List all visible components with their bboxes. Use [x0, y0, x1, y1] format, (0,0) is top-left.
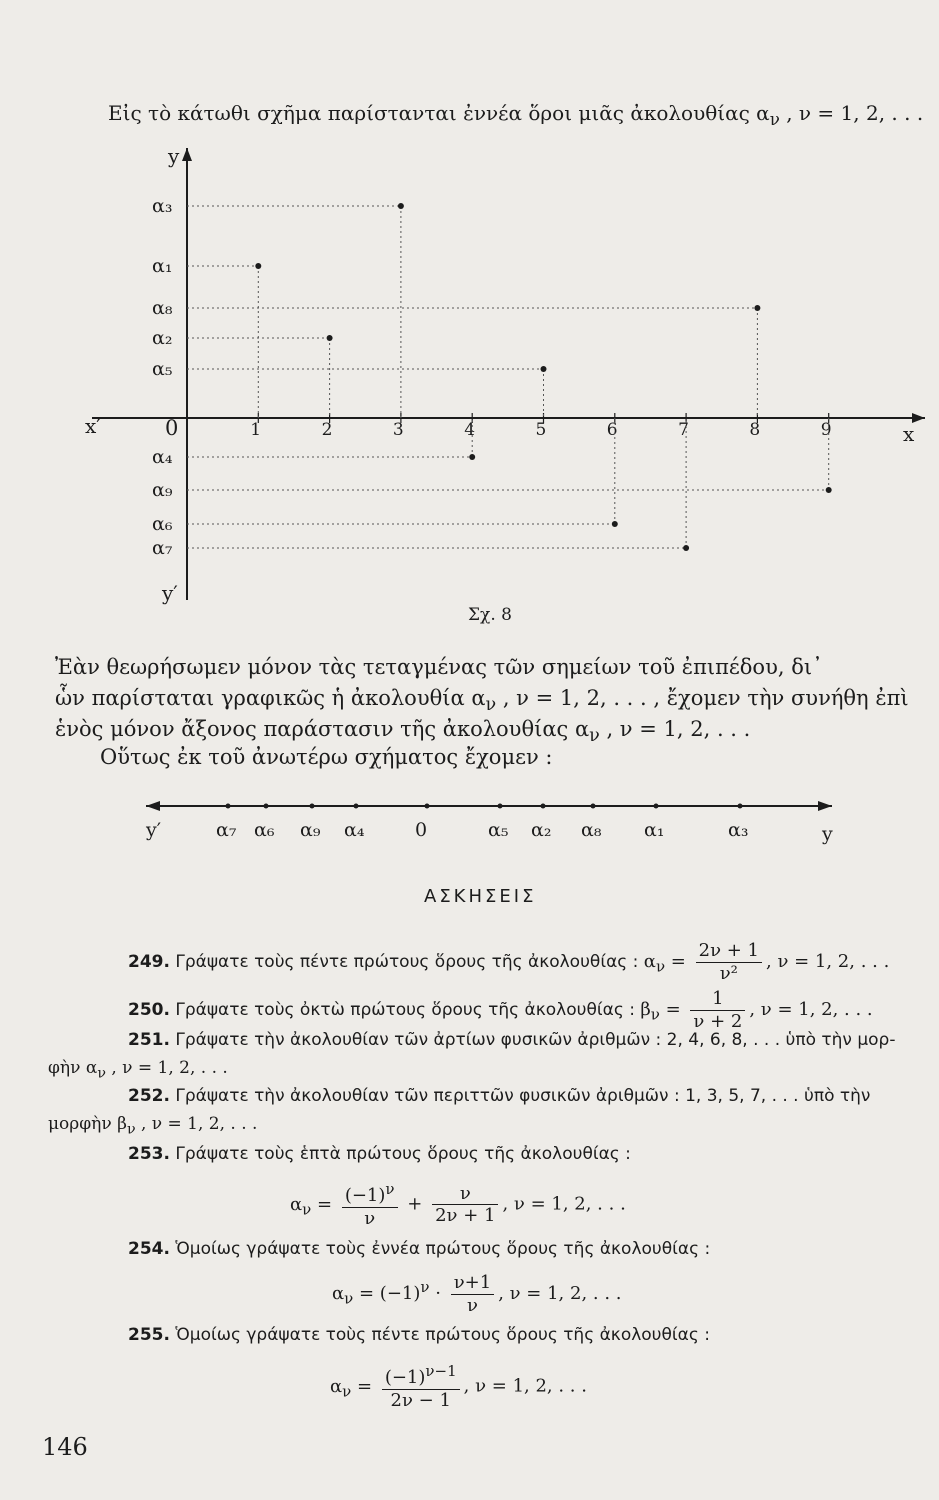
- x-tick-label: 3: [392, 420, 404, 440]
- x-tick-label: 1: [250, 420, 262, 440]
- y-axis-label: y: [168, 144, 180, 168]
- exercise-252-continuation: μορφὴν $\beta_\nu$ , ν = 1, 2, . . .: [48, 1114, 258, 1138]
- fraction-denominator: 2ν − 1: [390, 1389, 451, 1411]
- exercise-number: 255.: [128, 1325, 170, 1345]
- exercise-254: [128, 1239, 710, 1259]
- exercise-text: Ὁμοίως γράψατε τοὺς πέντε πρώτους ὅρους τῆς ἀκολουθίας :: [175, 1325, 710, 1345]
- page-number: 146: [42, 1433, 88, 1461]
- point-y-label: α₂: [152, 327, 173, 349]
- point-y-label: α₈: [152, 297, 173, 319]
- exercise-text: Γράψατε τοὺς πέντε πρώτους ὅρους τῆς ἀκολουθίας :: [175, 952, 639, 973]
- number-line-left-label: y′: [146, 819, 162, 841]
- number-line-point-label: α₁: [644, 819, 665, 841]
- x-tick-label: 2: [321, 420, 333, 440]
- formula-lhs: $\alpha_\nu$ =: [643, 951, 686, 976]
- number-line-point-label: α₇: [216, 819, 237, 841]
- number-line-point-label: α₈: [581, 819, 602, 841]
- number-line-point: [591, 804, 596, 809]
- fraction: [451, 1272, 494, 1316]
- exercise-254-formula: [332, 1272, 622, 1316]
- x-axis-label: x: [903, 422, 915, 446]
- formula-lhs: $\alpha_\nu$ =: [330, 1375, 373, 1401]
- number-line-point: [738, 804, 743, 809]
- point-y-label: α₅: [152, 358, 173, 380]
- plus-sign: +: [407, 1193, 423, 1215]
- exercise-253-formula: [290, 1180, 626, 1229]
- point-y-label: α₃: [152, 195, 173, 217]
- point-y-label: α₇: [152, 537, 173, 559]
- intro-sentence: Εἰς τὸ κάτωθι σχῆμα παρίστανται ἐννέα ὅροι μιᾶς ἀκολουθίας $\alpha_\nu$ , ν = 1, 2, . . .: [108, 101, 924, 129]
- formula-rest: , ν = 1, 2, . . .: [749, 999, 873, 1021]
- point-y-label: α₉: [152, 479, 173, 501]
- exercise-text: Γράψατε τὴν ἀκολουθίαν τῶν περιττῶν φυσικῶν ἀριθμῶν : 1, 3, 5, 7, . . . ὑπὸ τὴν: [175, 1086, 871, 1106]
- fraction-numerator: $(-1)^{\nu-1}$: [382, 1362, 460, 1390]
- exercise-249: [128, 940, 889, 984]
- x-tick-label: 8: [749, 420, 761, 440]
- number-line-point-label: α₅: [488, 819, 509, 841]
- exercises-heading: ΑΣΚΗΣΕΙΣ: [424, 886, 537, 907]
- formula-lhs: $\alpha_\nu = (-1)^\nu$ ·: [332, 1278, 441, 1308]
- fraction-denominator: 2ν + 1: [435, 1205, 496, 1227]
- x-tick-label: 5: [535, 420, 547, 440]
- exercise-255: [128, 1325, 710, 1345]
- exercise-number: 250.: [128, 1000, 170, 1021]
- number-line-point: [498, 804, 503, 809]
- exercise-text: Γράψατε τοὺς ἑπτὰ πρώτους ὅρους τῆς ἀκολουθίας :: [175, 1144, 631, 1164]
- formula-rest: , ν = 1, 2, . . .: [498, 1283, 622, 1305]
- formula-rest: , ν = 1, 2, . . .: [463, 1375, 587, 1397]
- paragraph-line-4: Οὕτως ἐκ τοῦ ἀνωτέρω σχήματος ἔχομεν :: [100, 745, 553, 769]
- fraction-denominator: ν: [466, 1294, 478, 1316]
- number-line-point-label: α₆: [254, 819, 275, 841]
- exercise-251-continuation: φὴν $\alpha_\nu$ , ν = 1, 2, . . .: [48, 1058, 228, 1082]
- formula-rest: , ν = 1, 2, . . .: [502, 1193, 626, 1215]
- number-line-point: [541, 804, 546, 809]
- x-tick-label: 4: [464, 420, 476, 440]
- exercise-number: 251.: [128, 1030, 170, 1050]
- number-line-point-label: α₂: [531, 819, 552, 841]
- exercise-formula: [643, 940, 890, 984]
- exercise-255-formula: [330, 1362, 587, 1411]
- number-line-point-label: 0: [415, 819, 428, 841]
- y-neg-axis-label: y′: [162, 581, 178, 605]
- fraction-numerator: 1: [690, 988, 745, 1011]
- fraction: [382, 1362, 460, 1411]
- origin-label: 0: [165, 416, 179, 440]
- exercise-text: Γράψατε τοὺς ὀκτὼ πρώτους ὅρους τῆς ἀκολουθίας :: [175, 1000, 635, 1021]
- x-neg-axis-label: x′: [85, 414, 101, 438]
- paragraph-line-3: ἑνὸς μόνον ἄξονος παράστασιν τῆς ἀκολουθίας $\alpha_\nu$ , ν = 1, 2, . . .: [55, 717, 751, 747]
- exercise-252: [128, 1086, 870, 1106]
- number-line-point: [654, 804, 659, 809]
- number-line-point-label: α₉: [300, 819, 321, 841]
- formula-lhs: $\beta_\nu$ =: [640, 999, 681, 1024]
- number-line-point: [310, 804, 315, 809]
- fraction: [432, 1183, 498, 1227]
- fraction-numerator: ν: [432, 1183, 498, 1206]
- fraction-denominator: ν²: [719, 962, 738, 984]
- fraction: [342, 1180, 398, 1229]
- fraction-denominator: ν: [364, 1207, 376, 1229]
- figure-caption: Σχ. 8: [468, 605, 512, 625]
- number-line-point: [226, 804, 231, 809]
- exercise-251: [128, 1030, 895, 1050]
- x-tick-label: 9: [820, 420, 832, 440]
- formula-lhs: $\alpha_\nu$ =: [290, 1193, 333, 1219]
- fraction-denominator: ν + 2: [693, 1010, 743, 1032]
- number-line-point: [425, 804, 430, 809]
- exercise-253: [128, 1144, 631, 1164]
- exercise-number: 249.: [128, 952, 170, 973]
- exercise-number: 252.: [128, 1086, 170, 1106]
- number-line-point: [264, 804, 269, 809]
- fraction: [690, 988, 745, 1032]
- x-tick-label: 7: [678, 420, 689, 440]
- fraction: [696, 940, 762, 984]
- exercise-text: Ὁμοίως γράψατε τοὺς ἐννέα πρώτους ὅρους τῆς ἀκολουθίας :: [175, 1239, 711, 1259]
- point-y-label: α₄: [152, 446, 173, 468]
- fraction-numerator: 2ν + 1: [696, 940, 762, 963]
- number-line-left-arrow-icon: [146, 801, 160, 811]
- x-tick-label: 6: [606, 420, 618, 440]
- number-line-point-label: α₃: [728, 819, 749, 841]
- exercise-text: Γράψατε τὴν ἀκολουθίαν τῶν ἀρτίων φυσικῶν ἀριθμῶν : 2, 4, 6, 8, . . . ὑπὸ τὴν μορ-: [175, 1030, 896, 1050]
- point-y-label: α₆: [152, 513, 173, 535]
- exercise-number: 253.: [128, 1144, 170, 1164]
- fraction-numerator: ν+1: [451, 1272, 494, 1295]
- exercise-number: 254.: [128, 1239, 170, 1259]
- point-y-label: α₁: [152, 255, 173, 277]
- number-line-point-label: α₄: [344, 819, 365, 841]
- formula-rest: , ν = 1, 2, . . .: [766, 951, 890, 973]
- number-line-right-label: y: [822, 823, 833, 845]
- fraction-numerator: $(-1)^\nu$: [342, 1180, 398, 1208]
- paragraph-line-2: ὧν παρίσταται γραφικῶς ἡ ἀκολουθία $\alpha_\nu$ , ν = 1, 2, . . . , ἔχομεν τὴν συνήθη ἐπὶ: [55, 686, 909, 716]
- exercise-250: [128, 988, 873, 1032]
- number-line-right-arrow-icon: [818, 801, 832, 811]
- paragraph-line-1: Ἐὰν θεωρήσωμεν μόνον τὰς τεταγμένας τῶν σημείων τοῦ ἐπιπέδου, δι᾽: [55, 655, 823, 679]
- number-line-point: [354, 804, 359, 809]
